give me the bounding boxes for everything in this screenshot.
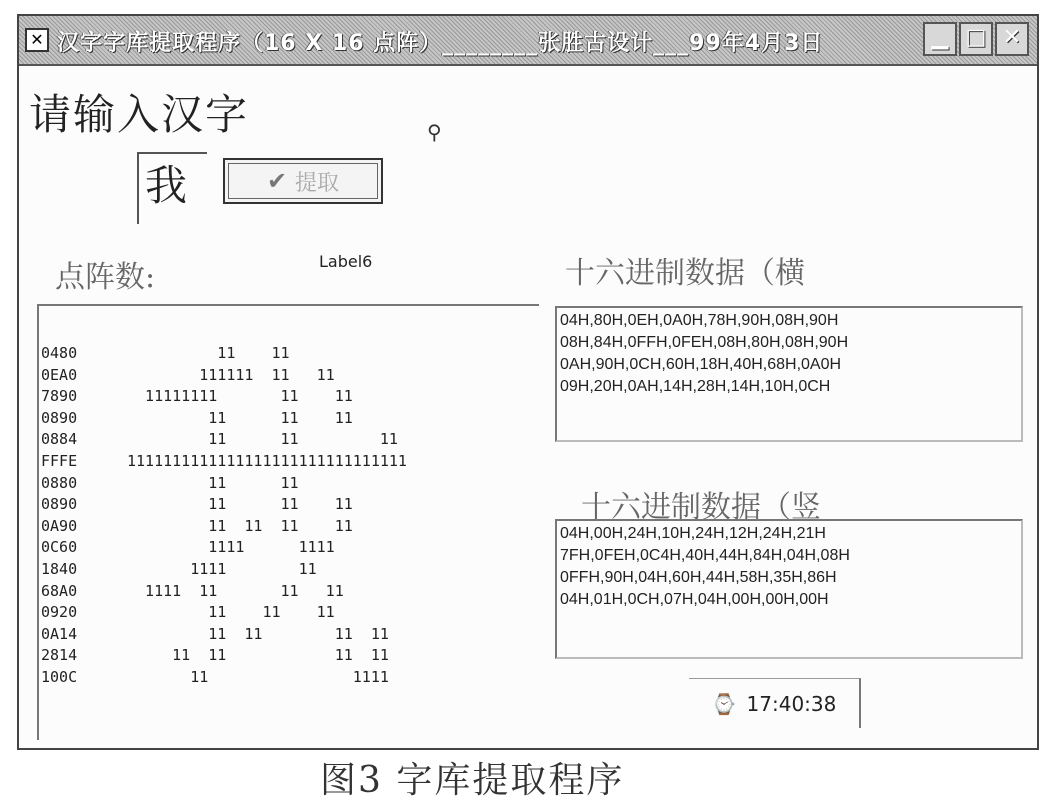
hex-line: 04H,01H,0CH,07H,04H,00H,00H,00H xyxy=(560,591,829,608)
matrix-bits: 11 11 xyxy=(127,473,299,492)
hex-line: 7FH,0FEH,0C4H,40H,44H,84H,04H,08H xyxy=(560,547,850,564)
clock xyxy=(689,678,861,728)
matrix-code: 0A14 xyxy=(41,624,78,643)
matrix-row xyxy=(41,407,353,429)
matrix-bits: 111111 11 11 xyxy=(127,365,335,384)
close-button[interactable] xyxy=(995,22,1029,56)
matrix-code: 100C xyxy=(41,668,78,686)
matrix-code: 0C60 xyxy=(41,538,78,557)
app-icon[interactable]: ✕ xyxy=(25,28,49,52)
matrix-row xyxy=(41,342,290,364)
matrix-bits: 11 1111 xyxy=(127,668,389,686)
matrix-bits: 11 11 11 xyxy=(127,603,335,622)
hex-vertical-box[interactable] xyxy=(555,519,1023,659)
matrix-bits: 11 11 11 xyxy=(127,495,353,514)
check-icon: ✔ xyxy=(266,167,288,195)
matrix-row xyxy=(41,666,389,688)
matrix-code: FFFE xyxy=(41,452,78,470)
prompt-label: 请输入汉字 xyxy=(29,90,250,139)
matrix-bits: 11 11 11 xyxy=(127,430,398,449)
matrix-bits: 11 11 xyxy=(127,344,290,362)
matrix-row xyxy=(41,472,299,494)
matrix-row xyxy=(41,536,335,558)
hex-line: 04H,80H,0EH,0A0H,78H,90H,08H,90H xyxy=(560,312,839,329)
minimize-button[interactable] xyxy=(923,22,957,56)
dot-matrix-box[interactable] xyxy=(37,304,539,740)
matrix-row xyxy=(41,515,353,537)
hex-line: 0AH,90H,0CH,60H,18H,40H,68H,0A0H xyxy=(560,356,842,373)
matrix-bits: 1111111111111111111111111111111 xyxy=(127,452,407,470)
main-window xyxy=(17,14,1039,750)
matrix-row xyxy=(41,623,389,645)
label6: Label6 xyxy=(319,252,373,271)
matrix-bits: 1111 11 xyxy=(127,560,317,578)
matrix-code: 0884 xyxy=(41,430,78,449)
matrix-row xyxy=(41,493,353,515)
matrix-row xyxy=(41,644,389,666)
watch-icon: ⌚ xyxy=(711,691,737,716)
window-title: 汉字字库提取程序（16 X 16 点阵）________张胜古设计___99年4月3日 xyxy=(57,31,824,56)
title-bar[interactable] xyxy=(19,16,1037,66)
cursor-icon: ⚲ xyxy=(427,120,442,144)
figure-caption: 图3 字库提取程序 xyxy=(320,760,625,801)
minimize-icon: ▁ xyxy=(931,25,949,50)
hex-line: 08H,84H,0FFH,0FEH,08H,80H,08H,90H xyxy=(560,334,849,351)
matrix-code: 68A0 xyxy=(41,581,78,600)
hex-vertical-title: 十六进制数据（竖 xyxy=(581,490,821,525)
extract-button-label: 提取 xyxy=(295,170,340,196)
matrix-code: 0920 xyxy=(41,603,78,622)
extract-button[interactable] xyxy=(223,158,383,204)
dot-matrix-label: 点阵数: xyxy=(55,260,156,295)
matrix-row xyxy=(41,385,353,407)
char-input[interactable]: 我 xyxy=(137,152,207,224)
matrix-code: 1840 xyxy=(41,560,78,578)
matrix-row xyxy=(41,601,335,623)
matrix-code: 0EA0 xyxy=(41,365,78,384)
matrix-code: 0880 xyxy=(41,473,78,492)
matrix-bits: 11 11 11 11 xyxy=(127,624,389,643)
hex-horizontal-title: 十六进制数据（横 xyxy=(565,256,805,291)
hex-horizontal-box[interactable] xyxy=(555,306,1023,442)
matrix-row xyxy=(41,580,344,602)
maximize-button[interactable] xyxy=(959,22,993,56)
matrix-row xyxy=(41,558,317,580)
matrix-bits: 11 11 11 11 xyxy=(127,516,353,535)
matrix-code: 2814 xyxy=(41,646,78,665)
matrix-bits: 1111 11 11 11 xyxy=(127,581,344,600)
hex-line: 0FFH,90H,04H,60H,44H,58H,35H,86H xyxy=(560,569,837,586)
hex-line: 09H,20H,0AH,14H,28H,14H,10H,0CH xyxy=(560,378,831,395)
maximize-icon: □ xyxy=(965,25,987,50)
matrix-bits: 1111 1111 xyxy=(127,538,335,557)
matrix-row xyxy=(41,428,398,450)
hex-line: 04H,00H,24H,10H,24H,12H,24H,21H xyxy=(560,525,826,542)
matrix-code: 0890 xyxy=(41,408,78,427)
matrix-bits: 11111111 11 11 xyxy=(127,387,353,406)
matrix-code: 7890 xyxy=(41,387,78,406)
matrix-row xyxy=(41,364,335,386)
close-icon: ✕ xyxy=(1002,25,1022,50)
matrix-code: 0A90 xyxy=(41,516,78,535)
matrix-bits: 11 11 11 11 xyxy=(127,646,389,665)
matrix-code: 0480 xyxy=(41,344,78,362)
clock-time: 17:40:38 xyxy=(746,691,837,716)
matrix-row xyxy=(41,450,407,472)
matrix-code: 0890 xyxy=(41,495,78,514)
matrix-bits: 11 11 11 xyxy=(127,408,353,427)
